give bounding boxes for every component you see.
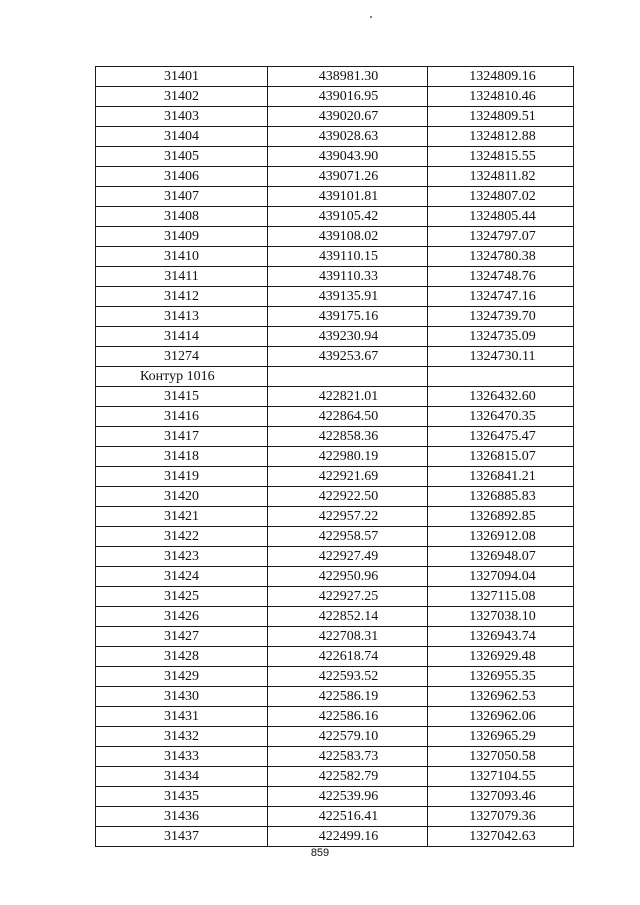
table-row (96, 387, 574, 407)
x-coordinate-cell: 422950.96 (268, 567, 428, 587)
table-row (96, 207, 574, 227)
table-row (96, 547, 574, 567)
x-coordinate-cell: 439016.95 (268, 87, 428, 107)
x-coordinate-cell: 422957.22 (268, 507, 428, 527)
point-id-cell: 31418 (96, 447, 268, 467)
x-coordinate-cell: 422852.14 (268, 607, 428, 627)
page-number: 859 (310, 847, 330, 859)
y-coordinate-cell: 1326948.07 (428, 547, 574, 567)
table-row (96, 447, 574, 467)
x-coordinate-cell: 422927.49 (268, 547, 428, 567)
x-coordinate-cell: 439110.33 (268, 267, 428, 287)
y-coordinate-cell: 1324797.07 (428, 227, 574, 247)
y-coordinate-cell: 1324805.44 (428, 207, 574, 227)
y-coordinate-cell: 1326475.47 (428, 427, 574, 447)
x-coordinate-cell: 422618.74 (268, 647, 428, 667)
table-row (96, 267, 574, 287)
point-id-cell: 31422 (96, 527, 268, 547)
y-coordinate-cell: 1326912.08 (428, 527, 574, 547)
table-row (96, 307, 574, 327)
point-id-cell: 31409 (96, 227, 268, 247)
x-coordinate-cell: 422593.52 (268, 667, 428, 687)
x-coordinate-cell: 422821.01 (268, 387, 428, 407)
point-id-cell: 31401 (96, 67, 268, 87)
y-coordinate-cell: 1327038.10 (428, 607, 574, 627)
point-id-cell: 31426 (96, 607, 268, 627)
table-row (96, 647, 574, 667)
y-coordinate-cell: 1326955.35 (428, 667, 574, 687)
y-coordinate-cell: 1324809.16 (428, 67, 574, 87)
point-id-cell: 31437 (96, 827, 268, 847)
table-row (96, 587, 574, 607)
table-row (96, 687, 574, 707)
point-id-cell: 31408 (96, 207, 268, 227)
y-coordinate-cell: 1324810.46 (428, 87, 574, 107)
point-id-cell: 31407 (96, 187, 268, 207)
x-coordinate-cell: 439135.91 (268, 287, 428, 307)
x-coordinate-cell: 422583.73 (268, 747, 428, 767)
point-id-cell: 31412 (96, 287, 268, 307)
y-coordinate-cell: 1327104.55 (428, 767, 574, 787)
point-id-cell: 31431 (96, 707, 268, 727)
table-row (96, 227, 574, 247)
point-id-cell: 31414 (96, 327, 268, 347)
point-id-cell: 31435 (96, 787, 268, 807)
table-row (96, 427, 574, 447)
y-coordinate-cell: 1326962.53 (428, 687, 574, 707)
table-row (96, 807, 574, 827)
y-coordinate-cell: 1326470.35 (428, 407, 574, 427)
point-id-cell: 31416 (96, 407, 268, 427)
table-row (96, 347, 574, 367)
point-id-cell: 31436 (96, 807, 268, 827)
table-row (96, 407, 574, 427)
table-row (96, 487, 574, 507)
point-id-cell: 31423 (96, 547, 268, 567)
y-coordinate-cell: 1326929.48 (428, 647, 574, 667)
table-row (96, 127, 574, 147)
scan-speck (370, 16, 372, 18)
y-coordinate-cell: 1324811.82 (428, 167, 574, 187)
point-id-cell: 31410 (96, 247, 268, 267)
table-row (96, 147, 574, 167)
point-id-cell: 31411 (96, 267, 268, 287)
y-coordinate-cell: 1324815.55 (428, 147, 574, 167)
table-row (96, 87, 574, 107)
table-row (96, 567, 574, 587)
y-coordinate-cell: 1324747.16 (428, 287, 574, 307)
x-coordinate-cell: 439230.94 (268, 327, 428, 347)
y-coordinate-cell: 1327115.08 (428, 587, 574, 607)
x-coordinate-cell: 422539.96 (268, 787, 428, 807)
point-id-cell: 31430 (96, 687, 268, 707)
y-coordinate-cell: 1326962.06 (428, 707, 574, 727)
point-id-cell: 31404 (96, 127, 268, 147)
y-coordinate-cell: 1327079.36 (428, 807, 574, 827)
x-coordinate-cell: 422980.19 (268, 447, 428, 467)
empty-cell (268, 367, 428, 387)
y-coordinate-cell: 1324780.38 (428, 247, 574, 267)
x-coordinate-cell: 439071.26 (268, 167, 428, 187)
x-coordinate-cell: 439253.67 (268, 347, 428, 367)
x-coordinate-cell: 438981.30 (268, 67, 428, 87)
table-row (96, 527, 574, 547)
point-id-cell: 31403 (96, 107, 268, 127)
point-id-cell: 31425 (96, 587, 268, 607)
x-coordinate-cell: 439175.16 (268, 307, 428, 327)
y-coordinate-cell: 1324809.51 (428, 107, 574, 127)
point-id-cell: 31434 (96, 767, 268, 787)
x-coordinate-cell: 439108.02 (268, 227, 428, 247)
x-coordinate-cell: 422582.79 (268, 767, 428, 787)
point-id-cell: 31420 (96, 487, 268, 507)
table-row (96, 707, 574, 727)
table-row (96, 607, 574, 627)
x-coordinate-cell: 422708.31 (268, 627, 428, 647)
x-coordinate-cell: 422579.10 (268, 727, 428, 747)
y-coordinate-cell: 1326943.74 (428, 627, 574, 647)
table-row (96, 67, 574, 87)
point-id-cell: 31419 (96, 467, 268, 487)
contour-header-row (96, 367, 574, 387)
coordinates-table (95, 66, 574, 847)
table-row (96, 627, 574, 647)
y-coordinate-cell: 1324730.11 (428, 347, 574, 367)
table-row (96, 167, 574, 187)
point-id-cell: 31406 (96, 167, 268, 187)
point-id-cell: 31402 (96, 87, 268, 107)
x-coordinate-cell: 422958.57 (268, 527, 428, 547)
y-coordinate-cell: 1326432.60 (428, 387, 574, 407)
point-id-cell: 31413 (96, 307, 268, 327)
x-coordinate-cell: 439110.15 (268, 247, 428, 267)
point-id-cell: 31433 (96, 747, 268, 767)
point-id-cell: 31421 (96, 507, 268, 527)
y-coordinate-cell: 1327042.63 (428, 827, 574, 847)
table-row (96, 507, 574, 527)
x-coordinate-cell: 422858.36 (268, 427, 428, 447)
table-row (96, 827, 574, 847)
x-coordinate-cell: 439043.90 (268, 147, 428, 167)
table-row (96, 327, 574, 347)
x-coordinate-cell: 422499.16 (268, 827, 428, 847)
point-id-cell: 31417 (96, 427, 268, 447)
contour-label: Контур 1016 (96, 367, 268, 387)
table-row (96, 747, 574, 767)
point-id-cell: 31432 (96, 727, 268, 747)
table-row (96, 767, 574, 787)
point-id-cell: 31274 (96, 347, 268, 367)
table-row (96, 667, 574, 687)
y-coordinate-cell: 1324807.02 (428, 187, 574, 207)
point-id-cell: 31424 (96, 567, 268, 587)
y-coordinate-cell: 1324812.88 (428, 127, 574, 147)
table-row (96, 787, 574, 807)
y-coordinate-cell: 1327050.58 (428, 747, 574, 767)
table-row (96, 467, 574, 487)
point-id-cell: 31415 (96, 387, 268, 407)
y-coordinate-cell: 1327093.46 (428, 787, 574, 807)
x-coordinate-cell: 422922.50 (268, 487, 428, 507)
x-coordinate-cell: 439028.63 (268, 127, 428, 147)
y-coordinate-cell: 1324735.09 (428, 327, 574, 347)
y-coordinate-cell: 1324748.76 (428, 267, 574, 287)
y-coordinate-cell: 1327094.04 (428, 567, 574, 587)
point-id-cell: 31427 (96, 627, 268, 647)
x-coordinate-cell: 422927.25 (268, 587, 428, 607)
point-id-cell: 31428 (96, 647, 268, 667)
coordinates-table-wrapper (95, 66, 573, 847)
x-coordinate-cell: 422586.19 (268, 687, 428, 707)
point-id-cell: 31405 (96, 147, 268, 167)
point-id-cell: 31429 (96, 667, 268, 687)
y-coordinate-cell: 1326965.29 (428, 727, 574, 747)
y-coordinate-cell: 1326841.21 (428, 467, 574, 487)
y-coordinate-cell: 1326815.07 (428, 447, 574, 467)
empty-cell (428, 367, 574, 387)
y-coordinate-cell: 1326885.83 (428, 487, 574, 507)
x-coordinate-cell: 422921.69 (268, 467, 428, 487)
coordinates-table-body (96, 67, 574, 847)
x-coordinate-cell: 439105.42 (268, 207, 428, 227)
table-row (96, 247, 574, 267)
table-row (96, 727, 574, 747)
x-coordinate-cell: 439020.67 (268, 107, 428, 127)
table-row (96, 107, 574, 127)
y-coordinate-cell: 1326892.85 (428, 507, 574, 527)
x-coordinate-cell: 422586.16 (268, 707, 428, 727)
table-row (96, 287, 574, 307)
x-coordinate-cell: 422864.50 (268, 407, 428, 427)
table-row (96, 187, 574, 207)
x-coordinate-cell: 439101.81 (268, 187, 428, 207)
y-coordinate-cell: 1324739.70 (428, 307, 574, 327)
x-coordinate-cell: 422516.41 (268, 807, 428, 827)
